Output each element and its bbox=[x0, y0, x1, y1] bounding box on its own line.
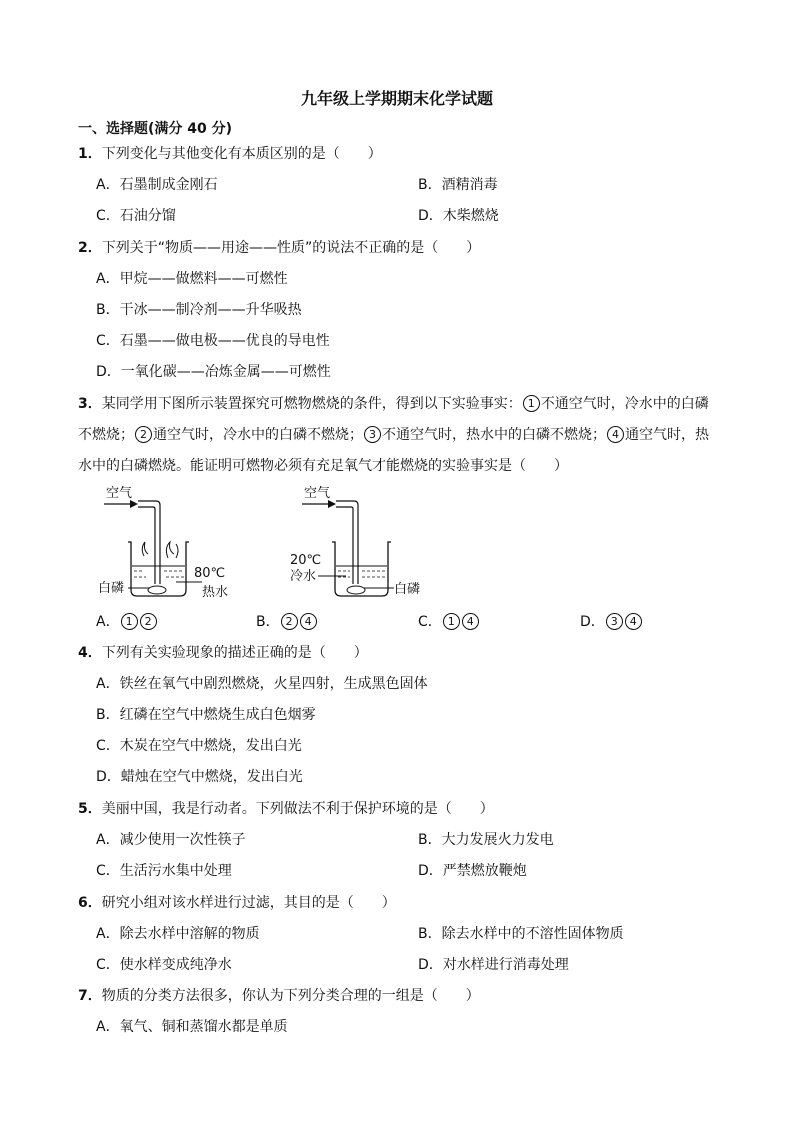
flame bbox=[166, 542, 174, 558]
q3-option-a bbox=[96, 613, 158, 631]
circled-number: 3 bbox=[606, 613, 623, 630]
question-number: 2． bbox=[78, 240, 102, 256]
air-tube bbox=[138, 501, 160, 584]
air-label: 空气 bbox=[106, 486, 133, 501]
question-number: 1． bbox=[78, 146, 102, 162]
circled-number: 4 bbox=[625, 613, 642, 630]
phosphorus-label: 白磷 bbox=[98, 581, 125, 596]
temperature-label: 80℃ bbox=[194, 566, 226, 581]
question-stem: 研究小组对该水样进行过滤，其目的是（ ） bbox=[101, 895, 396, 911]
q2-option-b: B．干冰——制冷剂——升华吸热 bbox=[96, 302, 302, 318]
q4-option-c: C．木炭在空气中燃烧，发出白光 bbox=[96, 738, 302, 754]
question-4 bbox=[78, 644, 368, 662]
phosphorus-label: 白磷 bbox=[394, 582, 421, 597]
circled-number: 1 bbox=[523, 395, 540, 412]
q6-option-c: C．使水样变成纯净水 bbox=[96, 957, 232, 973]
experiment-figure-hot-water bbox=[96, 480, 256, 609]
option-letter: A． bbox=[96, 614, 120, 630]
question-number: 6． bbox=[78, 895, 102, 911]
circled-number: 4 bbox=[300, 613, 317, 630]
q3-option-c bbox=[418, 613, 480, 631]
air-label: 空气 bbox=[304, 486, 331, 501]
question-5 bbox=[78, 800, 494, 818]
question-number: 7． bbox=[78, 988, 102, 1004]
q6-option-d: D．对水样进行消毒处理 bbox=[418, 957, 569, 973]
air-tube bbox=[336, 501, 358, 584]
q3-option-d bbox=[580, 613, 643, 631]
question-1 bbox=[78, 145, 382, 163]
option-letter: C． bbox=[418, 614, 442, 630]
q1-option-a: A．石墨制成金刚石 bbox=[96, 177, 218, 193]
q4-option-b: B．红磷在空气中燃烧生成白色烟雾 bbox=[96, 707, 316, 723]
circled-number: 2 bbox=[281, 613, 298, 630]
q7-option-a: A．氧气、铜和蒸馏水都是单质 bbox=[96, 1019, 288, 1035]
temperature-label: 20℃ bbox=[290, 553, 322, 568]
circled-number: 3 bbox=[364, 426, 381, 443]
stem-text: 某同学用下图所示装置探究可燃物燃烧的条件，得到以下实验事实： bbox=[101, 396, 522, 412]
section-heading: 一、选择题(满分 40 分) bbox=[78, 121, 233, 137]
stem-text: 通空气时，冷水中的白磷不燃烧； bbox=[153, 427, 363, 443]
question-stem: 下列变化与其他变化有本质区别的是（ ） bbox=[101, 146, 382, 162]
stem-text: 不通空气时，热水中的白磷不燃烧； bbox=[382, 427, 606, 443]
question-6 bbox=[78, 894, 396, 912]
white-phosphorus bbox=[148, 586, 166, 594]
question-stem: 美丽中国，我是行动者。下列做法不利于保护环境的是（ ） bbox=[101, 801, 494, 817]
question-3-line-1 bbox=[78, 395, 709, 413]
question-2 bbox=[78, 239, 480, 257]
q1-option-b: B．酒精消毒 bbox=[418, 177, 498, 193]
water-label: 冷水 bbox=[290, 569, 317, 584]
circled-number: 1 bbox=[121, 613, 138, 630]
q6-option-a: A．除去水样中溶解的物质 bbox=[96, 926, 260, 942]
q6-option-b: B．除去水样中的不溶性固体物质 bbox=[418, 926, 624, 942]
q1-option-c: C．石油分馏 bbox=[96, 208, 176, 224]
arrow-head bbox=[328, 500, 336, 508]
stem-text: 不燃烧； bbox=[78, 427, 134, 443]
q5-option-c: C．生活污水集中处理 bbox=[96, 863, 232, 879]
question-3-line-3: 水中的白磷燃烧。能证明可燃物必须有充足氧气才能燃烧的实验事实是（ ） bbox=[78, 458, 568, 474]
circled-number: 4 bbox=[462, 613, 479, 630]
q4-option-d: D．蜡烛在空气中燃烧，发出白光 bbox=[96, 769, 303, 785]
q2-option-c: C．石墨——做电极——优良的导电性 bbox=[96, 333, 330, 349]
circled-number: 2 bbox=[135, 426, 152, 443]
stem-text: 通空气时，热 bbox=[625, 427, 709, 443]
question-stem: 下列有关实验现象的描述正确的是（ ） bbox=[101, 645, 368, 661]
circled-number: 1 bbox=[443, 613, 460, 630]
question-3-line-2 bbox=[78, 426, 709, 444]
option-letter: B． bbox=[256, 614, 280, 630]
option-letter: D． bbox=[580, 614, 605, 630]
q2-option-d: D．一氧化碳——冶炼金属——可燃性 bbox=[96, 364, 331, 380]
page-title: 九年级上学期期末化学试题 bbox=[300, 89, 493, 108]
q5-option-d: D．严禁燃放鞭炮 bbox=[418, 863, 527, 879]
question-7 bbox=[78, 987, 480, 1005]
water-label: 热水 bbox=[202, 585, 229, 600]
q3-option-b bbox=[256, 613, 318, 631]
q4-option-a: A．铁丝在氧气中剧烈燃烧，火星四射，生成黑色固体 bbox=[96, 676, 428, 692]
question-number: 3． bbox=[78, 396, 102, 412]
circled-number: 4 bbox=[607, 426, 624, 443]
question-stem: 下列关于“物质——用途——性质”的说法不正确的是（ ） bbox=[101, 240, 481, 256]
question-number: 5． bbox=[78, 801, 102, 817]
flame bbox=[142, 542, 148, 556]
question-number: 4． bbox=[78, 645, 102, 661]
q1-option-d: D．木柴燃烧 bbox=[418, 208, 499, 224]
arrow-head bbox=[130, 500, 138, 508]
q5-option-b: B．大力发展火力发电 bbox=[418, 832, 554, 848]
experiment-figure-cold-water bbox=[290, 480, 450, 609]
stem-text: 不通空气时，冷水中的白磷 bbox=[540, 396, 709, 412]
circled-number: 2 bbox=[140, 613, 157, 630]
white-phosphorus bbox=[347, 586, 365, 594]
q5-option-a: A．减少使用一次性筷子 bbox=[96, 832, 246, 848]
question-stem: 物质的分类方法很多，你认为下列分类合理的一组是（ ） bbox=[101, 988, 480, 1004]
q2-option-a: A．甲烷——做燃料——可燃性 bbox=[96, 271, 288, 287]
